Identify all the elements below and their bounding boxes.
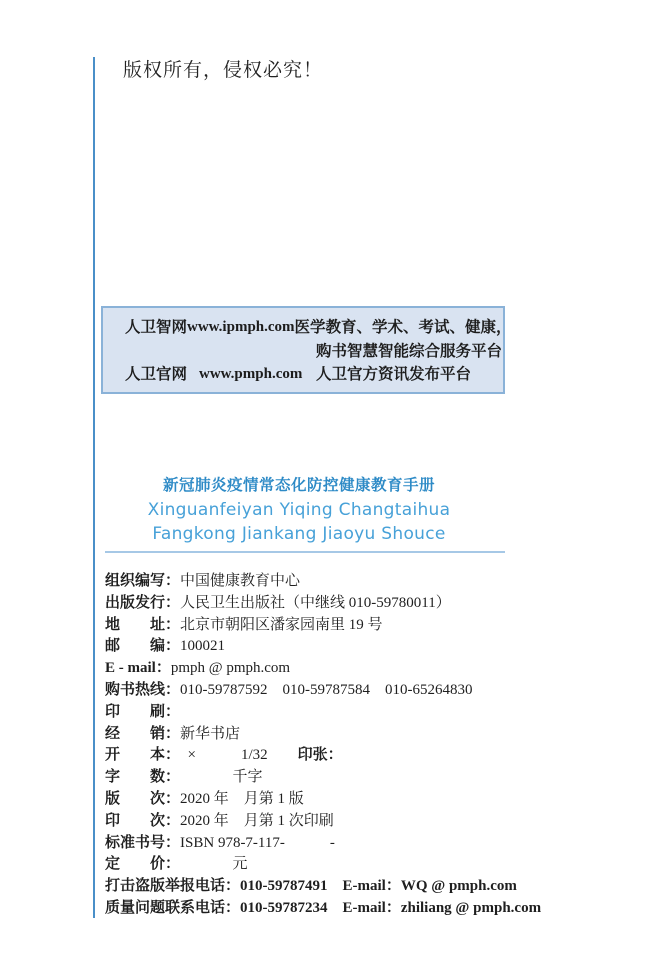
colophon-value	[171, 659, 290, 676]
colophon-label: 标准书号：	[105, 833, 181, 851]
platform-row	[125, 340, 503, 364]
colophon-row	[105, 570, 545, 592]
colophon-label: 印 刷：	[105, 702, 181, 720]
colophon-row	[105, 875, 545, 897]
platform-name	[125, 340, 199, 364]
colophon-value	[173, 855, 248, 872]
title-divider-rule	[105, 551, 505, 553]
colophon-value	[173, 746, 343, 763]
colophon-value	[180, 616, 383, 633]
colophon-row	[105, 897, 545, 919]
colophon-value-part: × 1/32	[172, 747, 298, 764]
colophon-row	[105, 723, 545, 745]
colophon-value	[180, 594, 451, 611]
colophon-row	[105, 853, 545, 875]
colophon-value-part: 2020 年 月第 1 次印刷	[180, 812, 334, 829]
platform-description: 医学教育、学术、考试、健康，	[294, 319, 512, 336]
book-title-block	[93, 474, 505, 546]
colophon-row	[105, 679, 545, 701]
colophon-value-part: 人民卫生出版社（中继线 010-59780011）	[180, 594, 451, 611]
platform-description: 购书智慧智能综合服务平台	[316, 342, 503, 360]
platform-name: 人卫官网	[125, 366, 188, 383]
colophon-label: 出版发行：	[105, 593, 181, 611]
platform-name: 人卫智网	[125, 319, 188, 336]
colophon-value	[180, 790, 304, 807]
colophon-row	[105, 744, 545, 766]
colophon-value-part: ISBN 978-7-117- -	[180, 834, 335, 851]
colophon-row	[105, 614, 545, 636]
colophon-label: 打击盗版举报电话：	[105, 877, 241, 895]
colophon-row	[105, 788, 545, 810]
colophon-value-part: 2020 年 月第 1 版	[180, 790, 304, 807]
colophon-value-part: 100021	[180, 638, 226, 655]
colophon-rows	[105, 570, 545, 919]
colophon-value-part: 010-59787234 E-mail：zhiliang @ pmph.com	[240, 899, 542, 916]
colophon-row	[105, 657, 545, 679]
colophon-label: 经 销：	[105, 724, 181, 742]
colophon-value-part: 010-59787592 010-59787584 010-65264830	[180, 681, 473, 698]
colophon-value-part: 010-59787491 E-mail：WQ @ pmph.com	[240, 878, 517, 895]
colophon-label: 定 价：	[105, 855, 173, 873]
colophon-label: 地 址：	[105, 615, 181, 633]
platform-description: 人卫官方资讯发布平台	[316, 366, 472, 383]
platform-row	[125, 363, 503, 387]
colophon-value-part: pmph @ pmph.com	[170, 660, 291, 677]
colophon-value	[240, 899, 541, 916]
colophon-value-part: 中国健康教育中心	[180, 573, 301, 589]
colophon-row	[105, 635, 545, 657]
colophon-label: 字 数：	[105, 768, 173, 786]
book-title-pinyin-line1: Xinguanfeiyan Yiqing Changtaihua	[147, 500, 451, 520]
colophon-value	[180, 725, 240, 742]
colophon-row	[105, 832, 545, 854]
platform-url	[199, 340, 316, 364]
colophon-value	[173, 768, 263, 785]
colophon-value	[180, 812, 334, 829]
colophon-value-part: 元	[172, 856, 248, 873]
book-title-chinese: 新冠肺炎疫情常态化防控健康教育手册	[162, 477, 435, 494]
platform-url: www.ipmph.com	[187, 319, 295, 335]
colophon-label: 版 次：	[105, 789, 181, 807]
colophon-label: 印 次：	[105, 811, 181, 829]
colophon-value-part: 北京市朝阳区潘家园南里 19 号	[180, 616, 383, 633]
colophon-row	[105, 810, 545, 832]
colophon-value	[180, 572, 300, 589]
colophon-row	[105, 766, 545, 788]
colophon-label: 组织编写：	[105, 572, 181, 589]
colophon-value	[240, 877, 517, 894]
colophon-row	[105, 592, 545, 614]
copyright-notice: 版权所有，侵权必究！	[123, 60, 324, 81]
platform-url: www.pmph.com	[199, 366, 303, 382]
colophon-value	[180, 834, 335, 851]
colophon-value-part: 千字	[172, 769, 263, 786]
colophon-value	[180, 637, 225, 654]
colophon-label: E - mail：	[105, 660, 171, 677]
book-title-pinyin-line2: Fangkong Jiankang Jiaoyu Shouce	[152, 524, 446, 544]
colophon-value-part: 印张：	[297, 746, 343, 764]
colophon-row	[105, 701, 545, 723]
colophon-label: 开 本：	[105, 746, 173, 764]
platform-info-box	[101, 306, 512, 394]
colophon-label: 邮 编：	[105, 637, 181, 655]
colophon-label: 质量问题联系电话：	[105, 898, 241, 916]
colophon-label: 购书热线：	[105, 680, 181, 698]
colophon-value-part: 新华书店	[180, 725, 241, 742]
colophon-value	[180, 681, 473, 698]
platform-row	[125, 316, 512, 340]
